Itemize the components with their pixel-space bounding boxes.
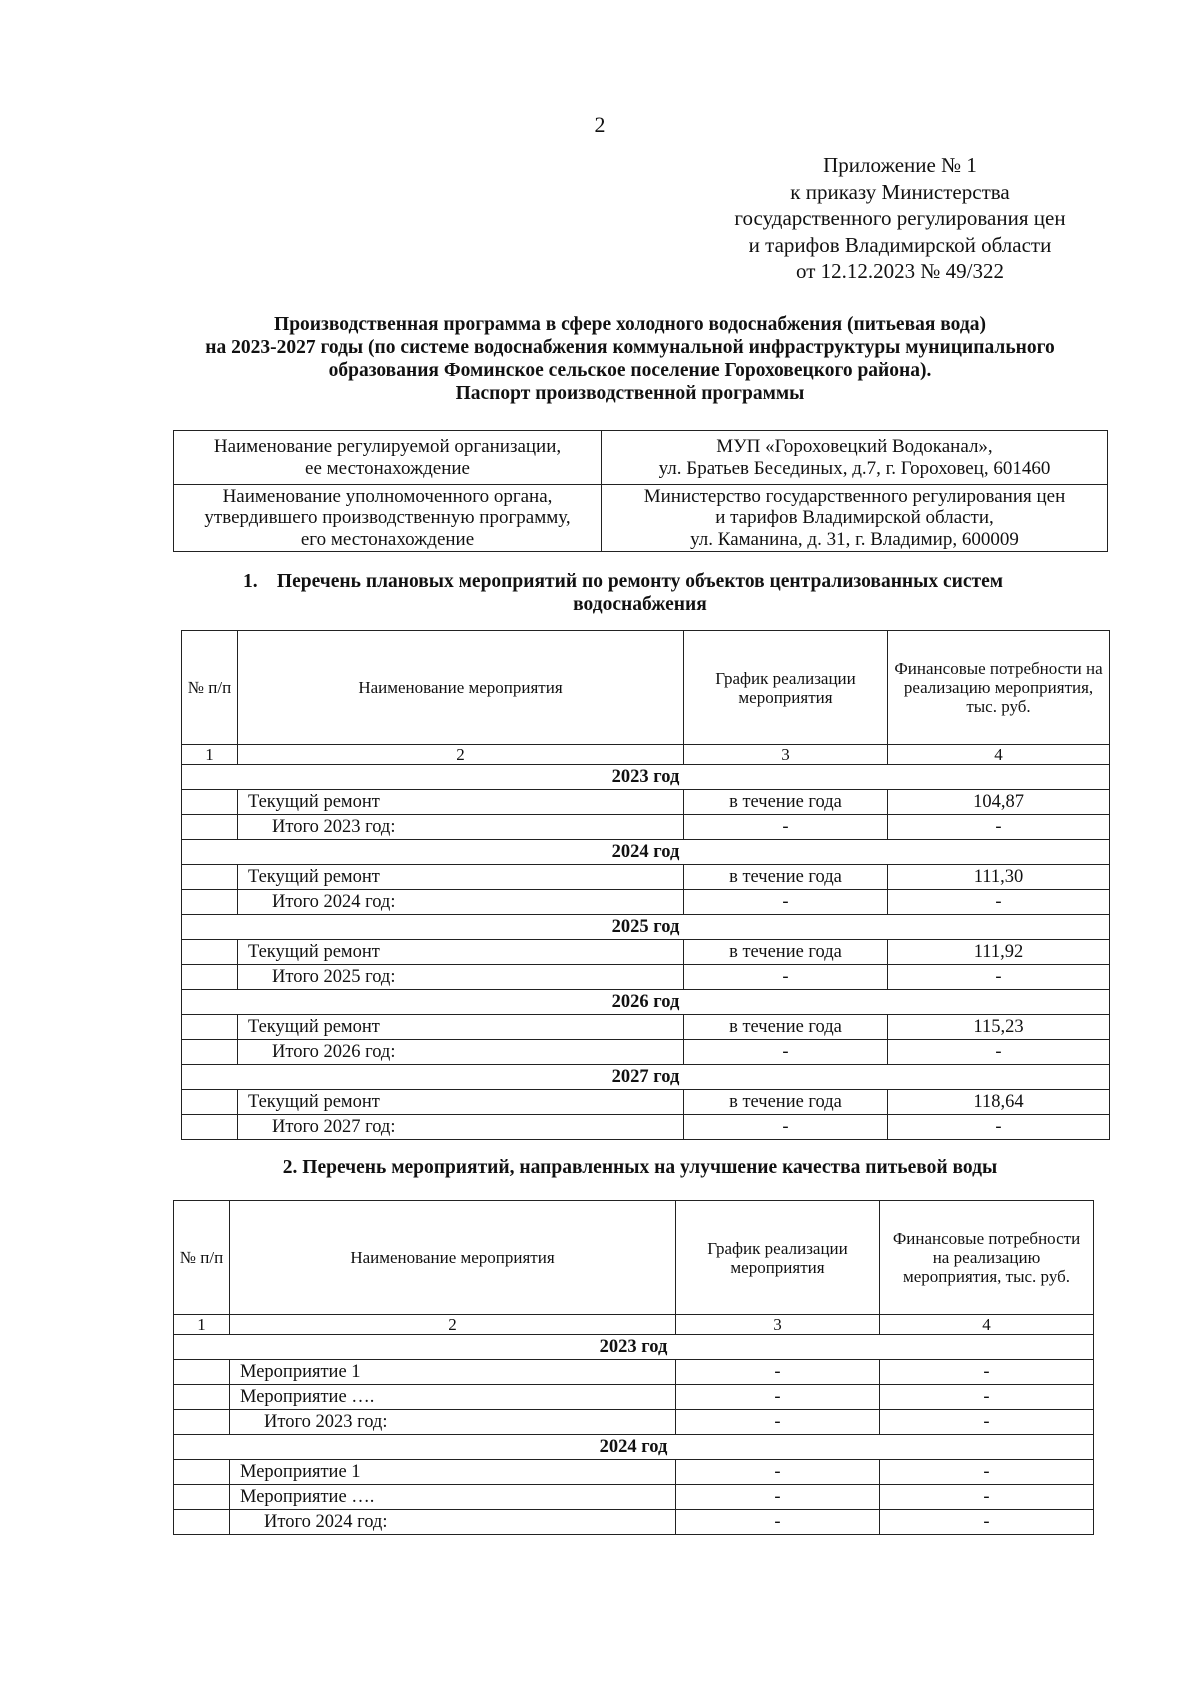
table-row — [182, 1015, 1110, 1040]
measure-amount: 118,64 — [888, 1090, 1110, 1115]
total-schedule: - — [676, 1410, 880, 1435]
section1-title — [173, 570, 1107, 616]
measure-name: Мероприятие 1 — [230, 1360, 676, 1385]
table-row — [174, 1360, 1094, 1385]
measure-amount: - — [880, 1385, 1094, 1410]
header-num: № п/п — [182, 631, 238, 745]
year-row — [182, 840, 1110, 865]
measure-name: Текущий ремонт — [238, 940, 684, 965]
row-num — [182, 790, 238, 815]
passport-row — [174, 485, 1108, 552]
row-num — [182, 1115, 238, 1140]
measure-schedule: в течение года — [684, 790, 888, 815]
measure-name: Мероприятие 1 — [230, 1460, 676, 1485]
total-label: Итого 2025 год: — [238, 965, 684, 990]
repair-plan-table — [181, 630, 1110, 1140]
total-label: Итого 2024 год: — [230, 1510, 676, 1535]
column-number: 1 — [182, 745, 238, 765]
row-num — [174, 1410, 230, 1435]
total-amount: - — [888, 1115, 1110, 1140]
measure-schedule: - — [676, 1385, 880, 1410]
measure-amount: 111,30 — [888, 865, 1110, 890]
table-header-row — [174, 1201, 1094, 1315]
total-row — [182, 1115, 1110, 1140]
table-header-row — [182, 631, 1110, 745]
title-line: образования Фоминское сельское поселение Гороховецкого района). — [328, 360, 932, 381]
total-schedule: - — [684, 1040, 888, 1065]
year-heading: 2023 год — [182, 765, 1110, 790]
header-name: Наименование мероприятия — [238, 631, 684, 745]
row-num — [182, 940, 238, 965]
total-schedule: - — [684, 1115, 888, 1140]
measure-name: Мероприятие …. — [230, 1385, 676, 1410]
passport-label: Наименование регулируемой организации, ее местонахождение — [174, 431, 602, 485]
row-num — [182, 1090, 238, 1115]
year-row — [182, 765, 1110, 790]
passport-value: Министерство государственного регулирования цен и тарифов Владимирской области, ул. Каманина, д. 31, г. Владимир, 600009 — [602, 485, 1108, 552]
measure-schedule: в течение года — [684, 1090, 888, 1115]
passport-row — [174, 431, 1108, 485]
row-num — [182, 1040, 238, 1065]
table-row — [174, 1460, 1094, 1485]
header-finance: Финансовые потребности на реализацию мероприятия, тыс. руб. — [880, 1201, 1094, 1315]
measure-schedule: в течение года — [684, 940, 888, 965]
measure-name: Текущий ремонт — [238, 790, 684, 815]
row-num — [182, 890, 238, 915]
measure-amount: 111,92 — [888, 940, 1110, 965]
header-num: № п/п — [174, 1201, 230, 1315]
total-row — [182, 815, 1110, 840]
total-schedule: - — [676, 1510, 880, 1535]
water-quality-table — [173, 1200, 1094, 1535]
total-amount: - — [888, 815, 1110, 840]
year-heading: 2027 год — [182, 1065, 1110, 1090]
year-heading: 2026 год — [182, 990, 1110, 1015]
total-row — [182, 965, 1110, 990]
year-heading: 2023 год — [174, 1335, 1094, 1360]
title-line: Производственная программа в сфере холодного водоснабжения (питьевая вода) — [274, 314, 986, 335]
header-schedule: График реализации мероприятия — [684, 631, 888, 745]
row-num — [174, 1485, 230, 1510]
row-num — [182, 865, 238, 890]
section1-title-line: Перечень плановых мероприятий по ремонту объектов централизованных систем — [276, 571, 1004, 592]
column-number: 2 — [230, 1315, 676, 1335]
column-numbers-row — [174, 1315, 1094, 1335]
measure-amount: - — [880, 1460, 1094, 1485]
total-amount: - — [888, 1040, 1110, 1065]
section1-number: 1. — [243, 571, 258, 592]
column-number: 4 — [880, 1315, 1094, 1335]
table-row — [174, 1385, 1094, 1410]
program-title — [150, 313, 1110, 405]
measure-name: Мероприятие …. — [230, 1485, 676, 1510]
row-num — [174, 1360, 230, 1385]
table-row — [174, 1485, 1094, 1510]
year-row — [174, 1335, 1094, 1360]
year-row — [182, 990, 1110, 1015]
appendix-reference — [690, 152, 1110, 285]
measure-amount: 115,23 — [888, 1015, 1110, 1040]
title-line: на 2023-2027 годы (по системе водоснабжения коммунальной инфраструктуры муниципального — [205, 337, 1055, 358]
column-number: 3 — [684, 745, 888, 765]
row-num — [174, 1510, 230, 1535]
total-row — [182, 1040, 1110, 1065]
measure-amount: - — [880, 1485, 1094, 1510]
appendix-line: и тарифов Владимирской области — [748, 232, 1052, 257]
row-num — [174, 1385, 230, 1410]
appendix-line: от 12.12.2023 № 49/322 — [795, 259, 1005, 283]
year-heading: 2024 год — [182, 840, 1110, 865]
total-amount: - — [880, 1510, 1094, 1535]
total-row — [174, 1510, 1094, 1535]
appendix-line: Приложение № 1 — [823, 153, 977, 177]
measure-schedule: в течение года — [684, 1015, 888, 1040]
passport-label: Наименование уполномоченного органа, утвердившего производственную программу, его местонахождение — [174, 485, 602, 552]
column-numbers-row — [182, 745, 1110, 765]
measure-name: Текущий ремонт — [238, 1015, 684, 1040]
table-row — [182, 940, 1110, 965]
table-row — [182, 790, 1110, 815]
total-label: Итого 2023 год: — [230, 1410, 676, 1435]
total-schedule: - — [684, 965, 888, 990]
year-heading: 2025 год — [182, 915, 1110, 940]
passport-value: МУП «Гороховецкий Водоканал», ул. Братьев Бесединых, д.7, г. Гороховец, 601460 — [602, 431, 1108, 485]
measure-schedule: - — [676, 1460, 880, 1485]
total-label: Итого 2027 год: — [238, 1115, 684, 1140]
year-row — [182, 915, 1110, 940]
total-label: Итого 2026 год: — [238, 1040, 684, 1065]
measure-schedule: - — [676, 1485, 880, 1510]
total-amount: - — [888, 965, 1110, 990]
total-label: Итого 2023 год: — [238, 815, 684, 840]
measure-amount: - — [880, 1360, 1094, 1385]
column-number: 1 — [174, 1315, 230, 1335]
total-amount: - — [888, 890, 1110, 915]
header-schedule: График реализации мероприятия — [676, 1201, 880, 1315]
header-finance: Финансовые потребности на реализацию мероприятия, тыс. руб. — [888, 631, 1110, 745]
row-num — [174, 1460, 230, 1485]
column-number: 3 — [676, 1315, 880, 1335]
year-row — [182, 1065, 1110, 1090]
total-row — [182, 890, 1110, 915]
appendix-line: к приказу Министерства — [790, 179, 1010, 204]
header-name: Наименование мероприятия — [230, 1201, 676, 1315]
year-row — [174, 1435, 1094, 1460]
total-row — [174, 1410, 1094, 1435]
column-number: 2 — [238, 745, 684, 765]
measure-schedule: в течение года — [684, 865, 888, 890]
passport-table — [173, 430, 1108, 552]
year-heading: 2024 год — [174, 1435, 1094, 1460]
appendix-line: государственного регулирования цен — [734, 206, 1066, 230]
table-row — [182, 865, 1110, 890]
row-num — [182, 815, 238, 840]
page-number: 2 — [594, 112, 606, 137]
measure-schedule: - — [676, 1360, 880, 1385]
total-amount: - — [880, 1410, 1094, 1435]
measure-amount: 104,87 — [888, 790, 1110, 815]
column-number: 4 — [888, 745, 1110, 765]
total-schedule: - — [684, 815, 888, 840]
section2-title: 2. Перечень мероприятий, направленных на улучшение качества питьевой воды — [282, 1157, 998, 1178]
row-num — [182, 965, 238, 990]
table-row — [182, 1090, 1110, 1115]
measure-name: Текущий ремонт — [238, 865, 684, 890]
measure-name: Текущий ремонт — [238, 1090, 684, 1115]
passport-heading: Паспорт производственной программы — [455, 383, 805, 404]
total-label: Итого 2024 год: — [238, 890, 684, 915]
row-num — [182, 1015, 238, 1040]
section1-title-line: водоснабжения — [573, 594, 707, 615]
total-schedule: - — [684, 890, 888, 915]
